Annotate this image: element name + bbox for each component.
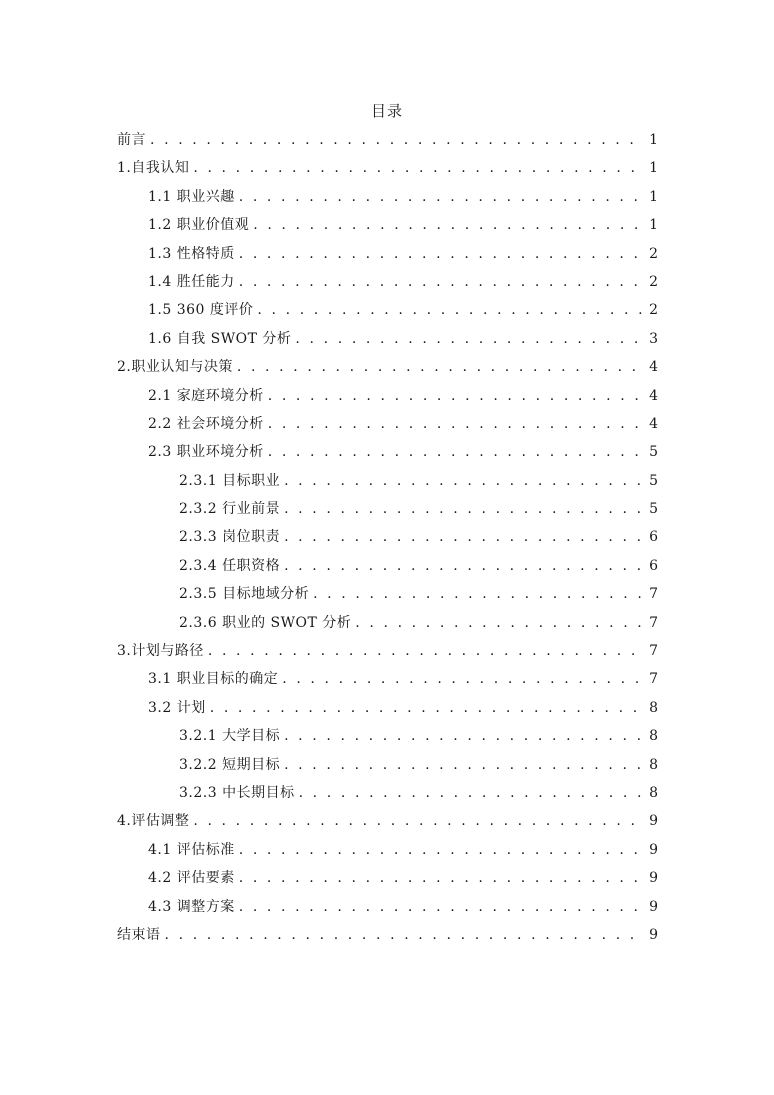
- toc-dot-leader: [284, 495, 644, 523]
- toc-dot-leader: [284, 523, 644, 551]
- toc-entry-label: 2.1 家庭环境分析: [148, 387, 264, 404]
- toc-entry-page-number: 8: [649, 756, 658, 773]
- toc-entry[interactable]: [117, 240, 658, 268]
- toc-entry-label: 2.3.6 职业的 SWOT 分析: [179, 614, 352, 631]
- toc-entry[interactable]: [117, 694, 658, 722]
- toc-entry-page-number: 8: [649, 699, 658, 716]
- toc-entry[interactable]: [117, 580, 658, 608]
- toc-entry-page-number: 4: [649, 387, 658, 404]
- toc-entry-label: 前言: [117, 132, 146, 148]
- toc-dot-leader: [284, 751, 644, 779]
- toc-dot-leader: [253, 211, 644, 239]
- toc-entry[interactable]: [117, 552, 658, 580]
- toc-entry[interactable]: [117, 382, 658, 410]
- toc-dot-leader: [150, 126, 644, 154]
- toc-entry-label: 2.3 职业环境分析: [148, 444, 264, 461]
- toc-entry[interactable]: [117, 183, 658, 211]
- toc-dot-leader: [284, 552, 644, 580]
- toc-entry-label: 1.自我认知: [117, 160, 190, 177]
- toc-title: 目录: [370, 102, 403, 120]
- toc-dot-leader: [295, 325, 644, 353]
- toc-entry-label: 3.计划与路径: [117, 643, 204, 660]
- toc-dot-leader: [313, 580, 644, 608]
- toc-entry-page-number: 4: [649, 359, 658, 376]
- toc-dot-leader: [355, 609, 644, 637]
- toc-entry-page-number: 7: [649, 614, 658, 631]
- toc-entry[interactable]: [117, 126, 658, 154]
- toc-dot-leader: [284, 722, 644, 750]
- toc-entry-page-number: 5: [649, 444, 658, 461]
- toc-entry-label: 1.6 自我 SWOT 分析: [148, 330, 292, 347]
- toc-entry-label: 4.2 评估要素: [148, 870, 235, 887]
- toc-entry[interactable]: [117, 154, 658, 182]
- toc-entry[interactable]: [117, 495, 658, 523]
- toc-entry[interactable]: [117, 665, 658, 693]
- toc-entry-label: 2.3.4 任职资格: [179, 557, 281, 574]
- toc-entry[interactable]: [117, 637, 658, 665]
- toc-entry-label: 4.3 调整方案: [148, 898, 235, 915]
- toc-entry-page-number: 7: [649, 643, 658, 660]
- toc-entry-page-number: 6: [649, 529, 658, 546]
- toc-entry-label: 1.5 360 度评价: [148, 302, 254, 319]
- toc-entry-page-number: 8: [649, 784, 658, 801]
- toc-entry-page-number: 9: [649, 813, 658, 830]
- toc-entry[interactable]: [117, 722, 658, 750]
- toc-entry-label: 2.3.1 目标职业: [179, 472, 281, 489]
- toc-entry-page-number: 9: [649, 841, 658, 858]
- toc-entry[interactable]: [117, 438, 658, 466]
- toc-entry-page-number: 2: [649, 273, 658, 290]
- toc-entry-label: 4.评估调整: [117, 813, 190, 830]
- toc-entry-label: 结束语: [117, 926, 161, 943]
- toc-entry-page-number: 9: [649, 926, 658, 943]
- toc-dot-leader: [208, 637, 644, 665]
- toc-entry-label: 2.3.3 岗位职责: [179, 529, 281, 546]
- toc-entry-page-number: 7: [649, 586, 658, 603]
- toc-entry[interactable]: [117, 779, 658, 807]
- toc-dot-leader: [239, 864, 644, 892]
- toc-entry[interactable]: [117, 836, 658, 864]
- toc-entry-label: 1.3 性格特质: [148, 245, 235, 262]
- toc-entry[interactable]: [117, 921, 658, 949]
- toc-entry[interactable]: [117, 609, 658, 637]
- toc-entry-label: 4.1 评估标准: [148, 841, 235, 858]
- toc-entry-page-number: 3: [649, 330, 658, 347]
- toc-entry[interactable]: [117, 467, 658, 495]
- toc-entry-label: 2.职业认知与决策: [117, 359, 233, 376]
- toc-entry-page-number: 9: [649, 870, 658, 887]
- toc-dot-leader: [239, 183, 644, 211]
- toc-entry-page-number: 5: [649, 472, 658, 489]
- toc-entry-label: 1.4 胜任能力: [148, 273, 235, 290]
- toc-dot-leader: [239, 240, 644, 268]
- toc-entry-page-number: 8: [649, 728, 658, 745]
- toc-entry[interactable]: [117, 296, 658, 324]
- toc-dot-leader: [257, 296, 644, 324]
- toc-entry-page-number: 1: [649, 188, 658, 205]
- toc-dot-leader: [239, 893, 644, 921]
- toc-entry-label: 1.1 职业兴趣: [148, 188, 235, 205]
- toc-entry-page-number: 4: [649, 415, 658, 432]
- toc-dot-leader: [268, 438, 644, 466]
- toc-entry-page-number: 5: [649, 501, 658, 518]
- toc-entry[interactable]: [117, 523, 658, 551]
- toc-dot-leader: [237, 353, 644, 381]
- toc-dot-leader: [268, 382, 644, 410]
- toc-dot-leader: [268, 410, 644, 438]
- toc-entry-label: 2.3.2 行业前景: [179, 501, 281, 518]
- toc-dot-leader: [282, 665, 644, 693]
- toc-entry[interactable]: [117, 807, 658, 835]
- toc-dot-leader: [239, 268, 644, 296]
- toc-entry-label: 3.1 职业目标的确定: [148, 671, 279, 688]
- toc-entry-label: 3.2.3 中长期目标: [179, 784, 295, 801]
- toc-entry-label: 1.2 职业价值观: [148, 217, 250, 234]
- toc-entry[interactable]: [117, 211, 658, 239]
- toc-dot-leader: [299, 779, 644, 807]
- toc-entry-page-number: 6: [649, 557, 658, 574]
- toc-entry-label: 2.3.5 目标地域分析: [179, 586, 310, 603]
- toc-entry[interactable]: [117, 325, 658, 353]
- toc-entry-page-number: 1: [649, 217, 658, 234]
- toc-entry-page-number: 1: [649, 132, 658, 148]
- toc-entry[interactable]: [117, 353, 658, 381]
- toc-dot-leader: [239, 836, 644, 864]
- toc-entry-label: 2.2 社会环境分析: [148, 415, 264, 432]
- toc-entry-page-number: 2: [649, 302, 658, 319]
- toc-entry-page-number: 7: [649, 671, 658, 688]
- toc-entry[interactable]: [117, 751, 658, 779]
- toc-dot-leader: [193, 154, 644, 182]
- toc-entry-page-number: 9: [649, 898, 658, 915]
- toc-entry-label: 3.2 计划: [148, 699, 206, 716]
- toc-dot-leader: [284, 467, 644, 495]
- toc-entry[interactable]: [117, 268, 658, 296]
- toc-dot-leader: [193, 807, 644, 835]
- toc-entry-label: 3.2.1 大学目标: [179, 728, 281, 745]
- toc-entry[interactable]: [117, 893, 658, 921]
- table-of-contents: [117, 126, 658, 949]
- toc-dot-leader: [165, 921, 645, 949]
- toc-entry-label: 3.2.2 短期目标: [179, 756, 281, 773]
- toc-entry[interactable]: [117, 410, 658, 438]
- toc-entry-page-number: 2: [649, 245, 658, 262]
- toc-dot-leader: [210, 694, 644, 722]
- toc-entry-page-number: 1: [649, 160, 658, 177]
- toc-entry[interactable]: [117, 864, 658, 892]
